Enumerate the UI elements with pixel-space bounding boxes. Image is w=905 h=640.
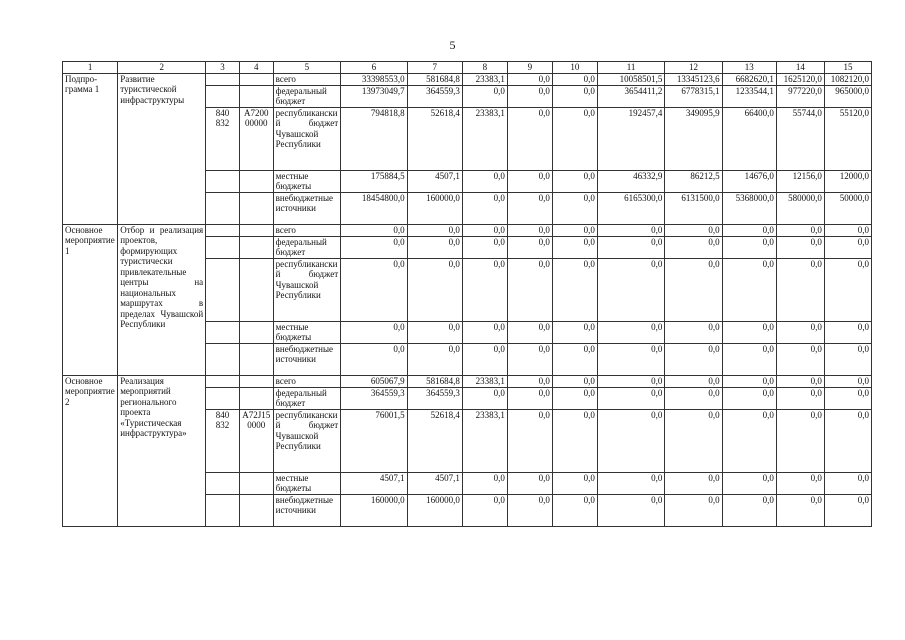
value-cell: 0,0 (341, 321, 407, 343)
value-cell: 0,0 (776, 224, 824, 236)
value-cell: 46332,9 (597, 170, 665, 192)
source-cell: внебюджетные источники (273, 192, 341, 224)
value-cell: 581684,8 (407, 375, 462, 387)
value-cell: 0,0 (824, 343, 871, 375)
value-cell: 5368000,0 (722, 192, 776, 224)
col-header: 1 (63, 62, 118, 74)
table-row (63, 224, 872, 236)
value-cell: 0,0 (341, 224, 407, 236)
value-cell: 0,0 (407, 321, 462, 343)
value-cell: 4507,1 (407, 472, 462, 494)
col-header: 5 (273, 62, 341, 74)
value-cell: 0,0 (341, 343, 407, 375)
value-cell: 55120,0 (824, 107, 871, 170)
value-cell: 0,0 (722, 375, 776, 387)
value-cell: 0,0 (665, 387, 722, 409)
value-cell: 0,0 (507, 409, 552, 472)
value-cell: 0,0 (776, 375, 824, 387)
value-cell: 364559,3 (407, 387, 462, 409)
code-cell (206, 387, 240, 409)
value-cell: 0,0 (824, 236, 871, 258)
code-cell (239, 192, 273, 224)
value-cell: 0,0 (462, 170, 507, 192)
value-cell: 0,0 (776, 236, 824, 258)
code-cell (206, 85, 240, 107)
source-cell: федеральный бюджет (273, 236, 341, 258)
value-cell: 0,0 (776, 387, 824, 409)
table-row (63, 375, 872, 387)
code-cell (239, 375, 273, 387)
value-cell: 0,0 (507, 258, 552, 321)
value-cell: 0,0 (722, 258, 776, 321)
value-cell: 0,0 (552, 170, 597, 192)
value-cell: 0,0 (824, 224, 871, 236)
value-cell: 0,0 (462, 321, 507, 343)
col-header: 6 (341, 62, 407, 74)
value-cell: 0,0 (776, 321, 824, 343)
value-cell: 0,0 (824, 409, 871, 472)
value-cell: 0,0 (776, 409, 824, 472)
value-cell: 1233544,1 (722, 85, 776, 107)
value-cell: 977220,0 (776, 85, 824, 107)
col-header: 9 (507, 62, 552, 74)
value-cell: 3654411,2 (597, 85, 665, 107)
col-header: 2 (118, 62, 206, 74)
value-cell: 1625120,0 (776, 73, 824, 85)
value-cell: 0,0 (341, 236, 407, 258)
value-cell: 0,0 (462, 387, 507, 409)
value-cell: 0,0 (507, 472, 552, 494)
source-cell: внебюджетные источники (273, 343, 341, 375)
code-cell (239, 73, 273, 85)
value-cell: 0,0 (507, 343, 552, 375)
value-cell: 0,0 (552, 192, 597, 224)
value-cell: 23383,1 (462, 107, 507, 170)
col-header: 11 (597, 62, 665, 74)
value-cell: 0,0 (462, 494, 507, 526)
value-cell: 160000,0 (407, 192, 462, 224)
col-header: 14 (776, 62, 824, 74)
value-cell: 0,0 (552, 387, 597, 409)
value-cell: 13345123,6 (665, 73, 722, 85)
value-cell: 0,0 (462, 192, 507, 224)
source-cell: местные бюджеты (273, 472, 341, 494)
value-cell: 1082120,0 (824, 73, 871, 85)
value-cell: 160000,0 (341, 494, 407, 526)
value-cell: 52618,4 (407, 409, 462, 472)
source-cell: всего (273, 375, 341, 387)
group-title-cell: Отбор и реализация проектов, формирующих туристически привлекательные центры на национальных маршрутах в пределах Чувашской Республики (118, 224, 206, 375)
value-cell: 0,0 (722, 387, 776, 409)
source-cell: республиканский бюджет Чувашской Республики (273, 258, 341, 321)
source-cell: внебюджетные источники (273, 494, 341, 526)
col-header: 7 (407, 62, 462, 74)
group-label-cell: Основное мероприятие 1 (63, 224, 118, 375)
value-cell: 0,0 (552, 224, 597, 236)
value-cell: 0,0 (407, 224, 462, 236)
value-cell: 18454800,0 (341, 192, 407, 224)
value-cell: 0,0 (552, 73, 597, 85)
value-cell: 0,0 (776, 343, 824, 375)
value-cell: 0,0 (552, 472, 597, 494)
value-cell: 160000,0 (407, 494, 462, 526)
code-cell (239, 236, 273, 258)
value-cell: 0,0 (597, 375, 665, 387)
value-cell: 50000,0 (824, 192, 871, 224)
value-cell: 0,0 (722, 472, 776, 494)
code-cell: 840 832 (206, 107, 240, 170)
value-cell: 0,0 (552, 258, 597, 321)
col-header: 13 (722, 62, 776, 74)
value-cell: 0,0 (507, 375, 552, 387)
value-cell: 23383,1 (462, 73, 507, 85)
value-cell: 0,0 (462, 236, 507, 258)
source-cell: местные бюджеты (273, 321, 341, 343)
value-cell: 0,0 (552, 321, 597, 343)
value-cell: 192457,4 (597, 107, 665, 170)
group-title-cell: Развитие туристической инфраструктуры (118, 73, 206, 224)
value-cell: 0,0 (597, 321, 665, 343)
value-cell: 0,0 (552, 409, 597, 472)
value-cell: 23383,1 (462, 409, 507, 472)
value-cell: 580000,0 (776, 192, 824, 224)
value-cell: 0,0 (341, 258, 407, 321)
code-cell (206, 375, 240, 387)
value-cell: 0,0 (462, 258, 507, 321)
value-cell: 0,0 (462, 472, 507, 494)
value-cell: 4507,1 (341, 472, 407, 494)
value-cell: 0,0 (665, 236, 722, 258)
value-cell: 0,0 (507, 73, 552, 85)
group-label-cell: Подпро-грамма 1 (63, 73, 118, 224)
value-cell: 4507,1 (407, 170, 462, 192)
code-cell (239, 343, 273, 375)
code-cell (206, 236, 240, 258)
value-cell: 0,0 (665, 409, 722, 472)
value-cell: 33398553,0 (341, 73, 407, 85)
code-cell: 840 832 (206, 409, 240, 472)
value-cell: 0,0 (507, 107, 552, 170)
value-cell: 55744,0 (776, 107, 824, 170)
group-label-cell: Основное мероприятие 2 (63, 375, 118, 526)
code-cell (206, 258, 240, 321)
value-cell: 0,0 (722, 224, 776, 236)
col-header: 12 (665, 62, 722, 74)
value-cell: 0,0 (597, 236, 665, 258)
value-cell: 6165300,0 (597, 192, 665, 224)
value-cell: 66400,0 (722, 107, 776, 170)
col-header: 8 (462, 62, 507, 74)
value-cell: 52618,4 (407, 107, 462, 170)
source-cell: республиканский бюджет Чувашской Республики (273, 409, 341, 472)
value-cell: 175884,5 (341, 170, 407, 192)
value-cell: 6682620,1 (722, 73, 776, 85)
value-cell: 0,0 (722, 494, 776, 526)
code-cell (206, 224, 240, 236)
value-cell: 6778315,1 (665, 85, 722, 107)
code-cell (206, 73, 240, 85)
value-cell: 0,0 (824, 321, 871, 343)
code-cell (206, 321, 240, 343)
code-cell (206, 343, 240, 375)
code-cell: А720000000 (239, 107, 273, 170)
value-cell: 0,0 (597, 387, 665, 409)
value-cell: 0,0 (665, 321, 722, 343)
value-cell: 0,0 (597, 258, 665, 321)
value-cell: 0,0 (552, 494, 597, 526)
col-header: 10 (552, 62, 597, 74)
value-cell: 0,0 (462, 224, 507, 236)
value-cell: 0,0 (597, 409, 665, 472)
value-cell: 0,0 (507, 387, 552, 409)
col-header: 15 (824, 62, 871, 74)
code-cell (206, 472, 240, 494)
group-title-cell: Реализация мероприятий регионального проекта «Туристическая инфраструктура» (118, 375, 206, 526)
value-cell: 0,0 (824, 258, 871, 321)
code-cell (206, 170, 240, 192)
code-cell (239, 494, 273, 526)
value-cell: 0,0 (552, 107, 597, 170)
code-cell (239, 170, 273, 192)
value-cell: 0,0 (552, 85, 597, 107)
value-cell: 0,0 (407, 258, 462, 321)
value-cell: 86212,5 (665, 170, 722, 192)
value-cell: 13973049,7 (341, 85, 407, 107)
value-cell: 0,0 (597, 494, 665, 526)
value-cell: 0,0 (597, 224, 665, 236)
value-cell: 0,0 (824, 472, 871, 494)
source-cell: всего (273, 224, 341, 236)
value-cell: 0,0 (462, 85, 507, 107)
value-cell: 6131500,0 (665, 192, 722, 224)
value-cell: 965000,0 (824, 85, 871, 107)
value-cell: 0,0 (552, 343, 597, 375)
value-cell: 0,0 (597, 472, 665, 494)
value-cell: 0,0 (776, 258, 824, 321)
code-cell (239, 85, 273, 107)
value-cell: 0,0 (665, 224, 722, 236)
value-cell: 0,0 (824, 387, 871, 409)
value-cell: 0,0 (407, 236, 462, 258)
source-cell: федеральный бюджет (273, 85, 341, 107)
value-cell: 0,0 (665, 343, 722, 375)
value-cell: 0,0 (665, 375, 722, 387)
code-cell (239, 472, 273, 494)
value-cell: 14676,0 (722, 170, 776, 192)
value-cell: 23383,1 (462, 375, 507, 387)
table-body (63, 73, 872, 526)
value-cell: 0,0 (665, 472, 722, 494)
col-header: 3 (206, 62, 240, 74)
value-cell: 0,0 (507, 170, 552, 192)
code-cell (239, 258, 273, 321)
value-cell: 0,0 (665, 258, 722, 321)
col-header: 4 (239, 62, 273, 74)
value-cell: 581684,8 (407, 73, 462, 85)
value-cell: 0,0 (824, 494, 871, 526)
value-cell: 0,0 (776, 494, 824, 526)
value-cell: 0,0 (722, 343, 776, 375)
value-cell: 0,0 (507, 321, 552, 343)
budget-table (62, 61, 872, 527)
value-cell: 364559,3 (407, 85, 462, 107)
page-number: 5 (449, 38, 456, 52)
source-cell: республиканский бюджет Чувашской Республики (273, 107, 341, 170)
code-cell (239, 224, 273, 236)
source-cell: местные бюджеты (273, 170, 341, 192)
value-cell: 0,0 (507, 494, 552, 526)
value-cell: 0,0 (665, 494, 722, 526)
value-cell: 12000,0 (824, 170, 871, 192)
value-cell: 0,0 (507, 192, 552, 224)
value-cell: 0,0 (824, 375, 871, 387)
value-cell: 0,0 (552, 236, 597, 258)
value-cell: 0,0 (722, 409, 776, 472)
value-cell: 0,0 (507, 236, 552, 258)
value-cell: 349095,9 (665, 107, 722, 170)
value-cell: 605067,9 (341, 375, 407, 387)
value-cell: 0,0 (722, 321, 776, 343)
value-cell: 0,0 (776, 472, 824, 494)
value-cell: 12156,0 (776, 170, 824, 192)
header-row (63, 62, 872, 74)
value-cell: 76001,5 (341, 409, 407, 472)
value-cell: 364559,3 (341, 387, 407, 409)
code-cell (206, 494, 240, 526)
code-cell (239, 321, 273, 343)
code-cell (239, 387, 273, 409)
value-cell: 794818,8 (341, 107, 407, 170)
value-cell: 0,0 (722, 236, 776, 258)
value-cell: 0,0 (552, 375, 597, 387)
source-cell: федеральный бюджет (273, 387, 341, 409)
value-cell: 0,0 (507, 224, 552, 236)
value-cell: 0,0 (462, 343, 507, 375)
code-cell (206, 192, 240, 224)
value-cell: 0,0 (507, 85, 552, 107)
source-cell: всего (273, 73, 341, 85)
value-cell: 0,0 (597, 343, 665, 375)
value-cell: 0,0 (407, 343, 462, 375)
value-cell: 10058501,5 (597, 73, 665, 85)
table-row (63, 73, 872, 85)
code-cell: А72J150000 (239, 409, 273, 472)
